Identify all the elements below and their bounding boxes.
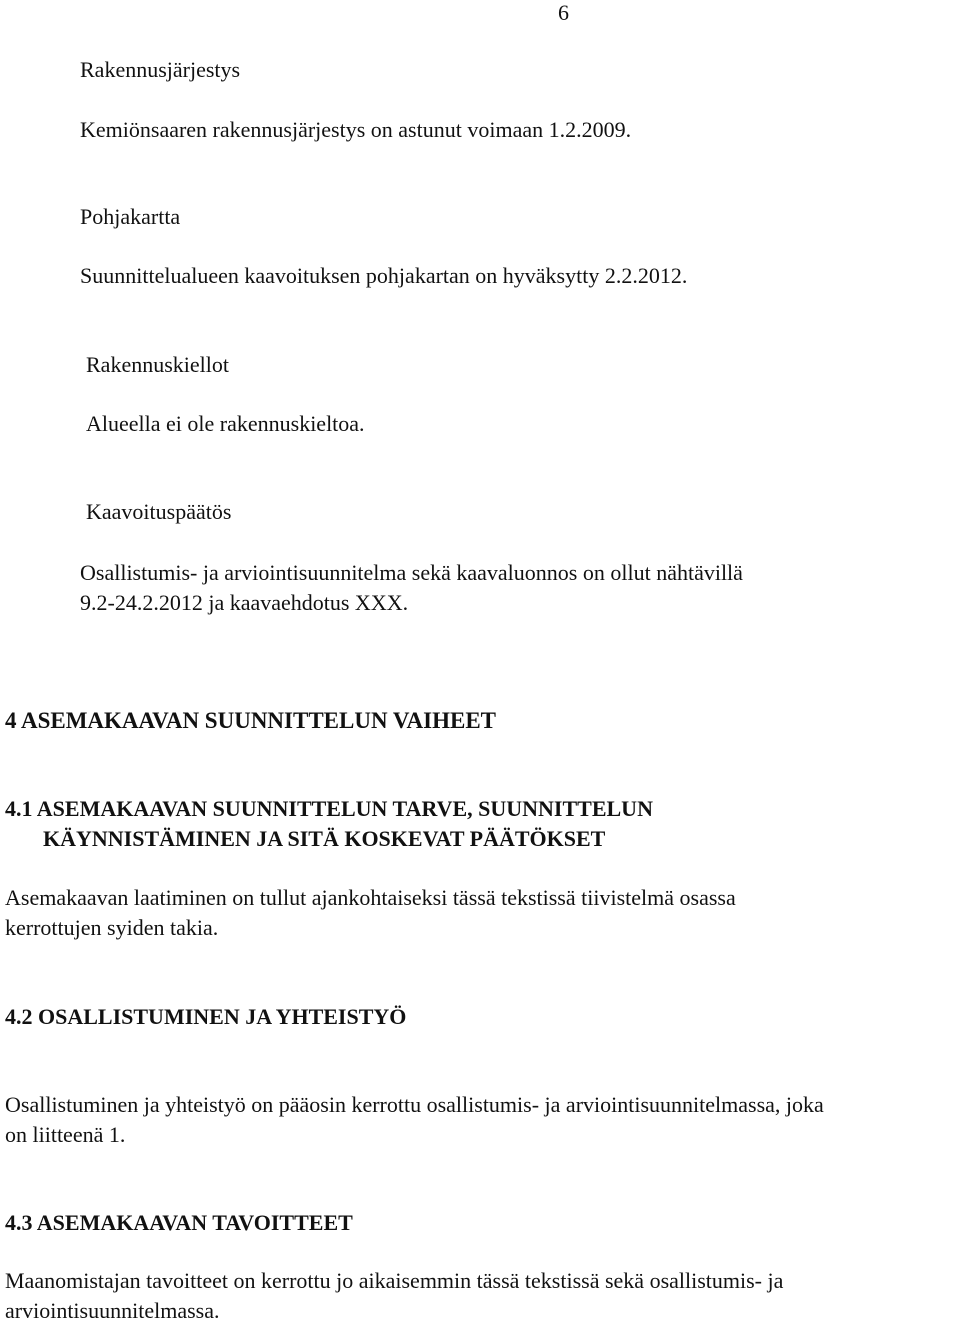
pohjakartta-text: Suunnittelualueen kaavoituksen pohjakartan on hyväksytty 2.2.2012. [80, 263, 688, 288]
section-4-1-heading-line1: 4.1 ASEMAKAAVAN SUUNNITTELUN TARVE, SUUNNITTELUN [5, 796, 653, 821]
kaavoituspaatos-text-line2: 9.2-24.2.2012 ja kaavaehdotus XXX. [80, 590, 409, 615]
rakennuskiellot-label: Rakennuskiellot [86, 352, 229, 377]
section-4-1-text-line1: Asemakaavan laatiminen on tullut ajankohtaiseksi tässä tekstissä tiivistelmä osassa [5, 885, 736, 910]
section-4-1-text-line2: kerrottujen syiden takia. [5, 915, 219, 940]
section-4-3-text-line2: arviointisuunnitelmassa. [5, 1298, 220, 1323]
section-4-2-text-line2: on liitteenä 1. [5, 1122, 126, 1147]
rakennusjarjestys-label: Rakennusjärjestys [80, 57, 241, 82]
chapter-heading: 4 ASEMAKAAVAN SUUNNITTELUN VAIHEET [5, 708, 497, 733]
section-4-2-heading: 4.2 OSALLISTUMINEN JA YHTEISTYÖ [5, 1004, 407, 1029]
section-4-3-heading: 4.3 ASEMAKAAVAN TAVOITTEET [5, 1210, 353, 1235]
section-4-2-text-line1: Osallistuminen ja yhteistyö on pääosin kerrottu osallistumis- ja arviointisuunnitelmassa, joka [5, 1092, 824, 1117]
kaavoituspaatos-text-line1: Osallistumis- ja arviointisuunnitelma sekä kaavaluonnos on ollut nähtävillä [80, 560, 743, 585]
section-4-1-heading-line2: KÄYNNISTÄMINEN JA SITÄ KOSKEVAT PÄÄTÖKSET [43, 826, 606, 851]
rakennusjarjestys-text: Kemiönsaaren rakennusjärjestys on astunut voimaan 1.2.2009. [80, 117, 632, 142]
section-4-1-heading [5, 794, 653, 854]
page-number: 6 [558, 0, 569, 25]
section-4-3-text-line1: Maanomistajan tavoitteet on kerrottu jo aikaisemmin tässä tekstissä sekä osallistumis- ja [5, 1268, 784, 1293]
rakennuskiellot-text: Alueella ei ole rakennuskieltoa. [86, 411, 365, 436]
pohjakartta-label: Pohjakartta [80, 204, 181, 229]
kaavoituspaatos-label: Kaavoituspäätös [86, 499, 232, 524]
